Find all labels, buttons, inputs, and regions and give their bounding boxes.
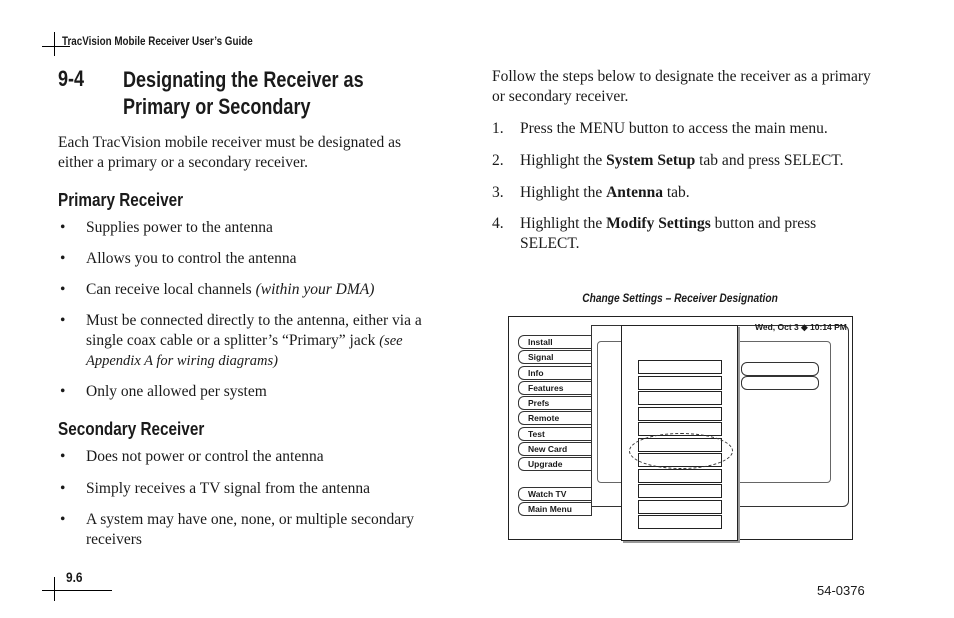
popup-option <box>638 484 722 498</box>
tab-prefs: Prefs <box>518 396 592 410</box>
step-item: 2. Highlight the System Setup tab and press SELECT. <box>492 152 844 169</box>
popup-option <box>638 469 722 483</box>
popup-option <box>638 391 722 405</box>
running-header: TracVision Mobile Receiver User’s Guide <box>62 34 253 48</box>
list-item: • Supplies power to the antenna <box>60 219 273 236</box>
tab-new-card: New Card <box>518 442 592 456</box>
menu-bottom-tabs <box>518 487 592 518</box>
step-item: 1. Press the MENU button to access the main menu. <box>492 120 828 137</box>
step-item: 4. Highlight the Modify Settings button and press SELECT. <box>492 215 817 252</box>
menu-tabs <box>518 335 592 473</box>
tab-features: Features <box>518 381 592 395</box>
tab-install: Install <box>518 335 592 349</box>
tab-info: Info <box>518 366 592 380</box>
intro-paragraph: Each TracVision mobile receiver must be designated as either a primary or a secondary receiver. <box>58 134 401 171</box>
section-number: 9-4 <box>58 66 85 91</box>
list-item: • Only one allowed per system <box>60 383 267 400</box>
footer-tick-mark <box>54 577 55 601</box>
secondary-list <box>58 447 430 550</box>
receiver-screen-figure <box>508 316 853 540</box>
step-item: 3. Highlight the Antenna tab. <box>492 184 690 201</box>
list-item: • A system may have one, none, or multiple secondary receivers <box>60 511 415 548</box>
screen-datetime: Wed, Oct 3 ◆ 10:14 PM <box>755 322 847 332</box>
tab-signal: Signal <box>518 350 592 364</box>
section-title-line2: Primary or Secondary <box>123 94 311 119</box>
steps-intro: Follow the steps below to designate the receiver as a primary or secondary receiver. <box>492 68 871 105</box>
document-code: 54-0376 <box>817 583 865 598</box>
footer-rule <box>42 590 112 591</box>
page-number: 9.6 <box>66 569 83 585</box>
list-item: • Does not power or control the antenna <box>60 448 324 465</box>
section-title-line1: Designating the Receiver as <box>123 67 364 92</box>
popup-option <box>638 500 722 514</box>
setting-bar <box>741 376 819 390</box>
popup-option <box>638 360 722 374</box>
list-item: • Allows you to control the antenna <box>60 250 297 267</box>
tab-upgrade: Upgrade <box>518 457 592 471</box>
popup-option <box>638 515 722 529</box>
tab-remote: Remote <box>518 411 592 425</box>
header-tick-mark <box>54 32 55 56</box>
popup-option <box>638 407 722 421</box>
highlight-ellipse <box>629 433 733 469</box>
tab-test: Test <box>518 427 592 441</box>
figure-caption: Change Settings – Receiver Designation <box>582 291 778 305</box>
list-item: • Can receive local channels (within your DMA) <box>60 281 375 298</box>
steps-list <box>492 119 872 254</box>
secondary-heading: Secondary Receiver <box>58 419 205 439</box>
setting-bar <box>741 362 819 376</box>
list-item: • Simply receives a TV signal from the antenna <box>60 480 370 497</box>
primary-heading: Primary Receiver <box>58 190 184 210</box>
popup-option <box>638 376 722 390</box>
section-title <box>123 66 402 120</box>
list-item: • Must be connected directly to the antenna, either via a single coax cable or a splitter’s “Primary” jack (see Appendix A for wiring diagrams) <box>60 312 422 369</box>
tab-main-menu: Main Menu <box>518 502 592 516</box>
primary-list <box>58 218 430 402</box>
tab-watch-tv: Watch TV <box>518 487 592 501</box>
